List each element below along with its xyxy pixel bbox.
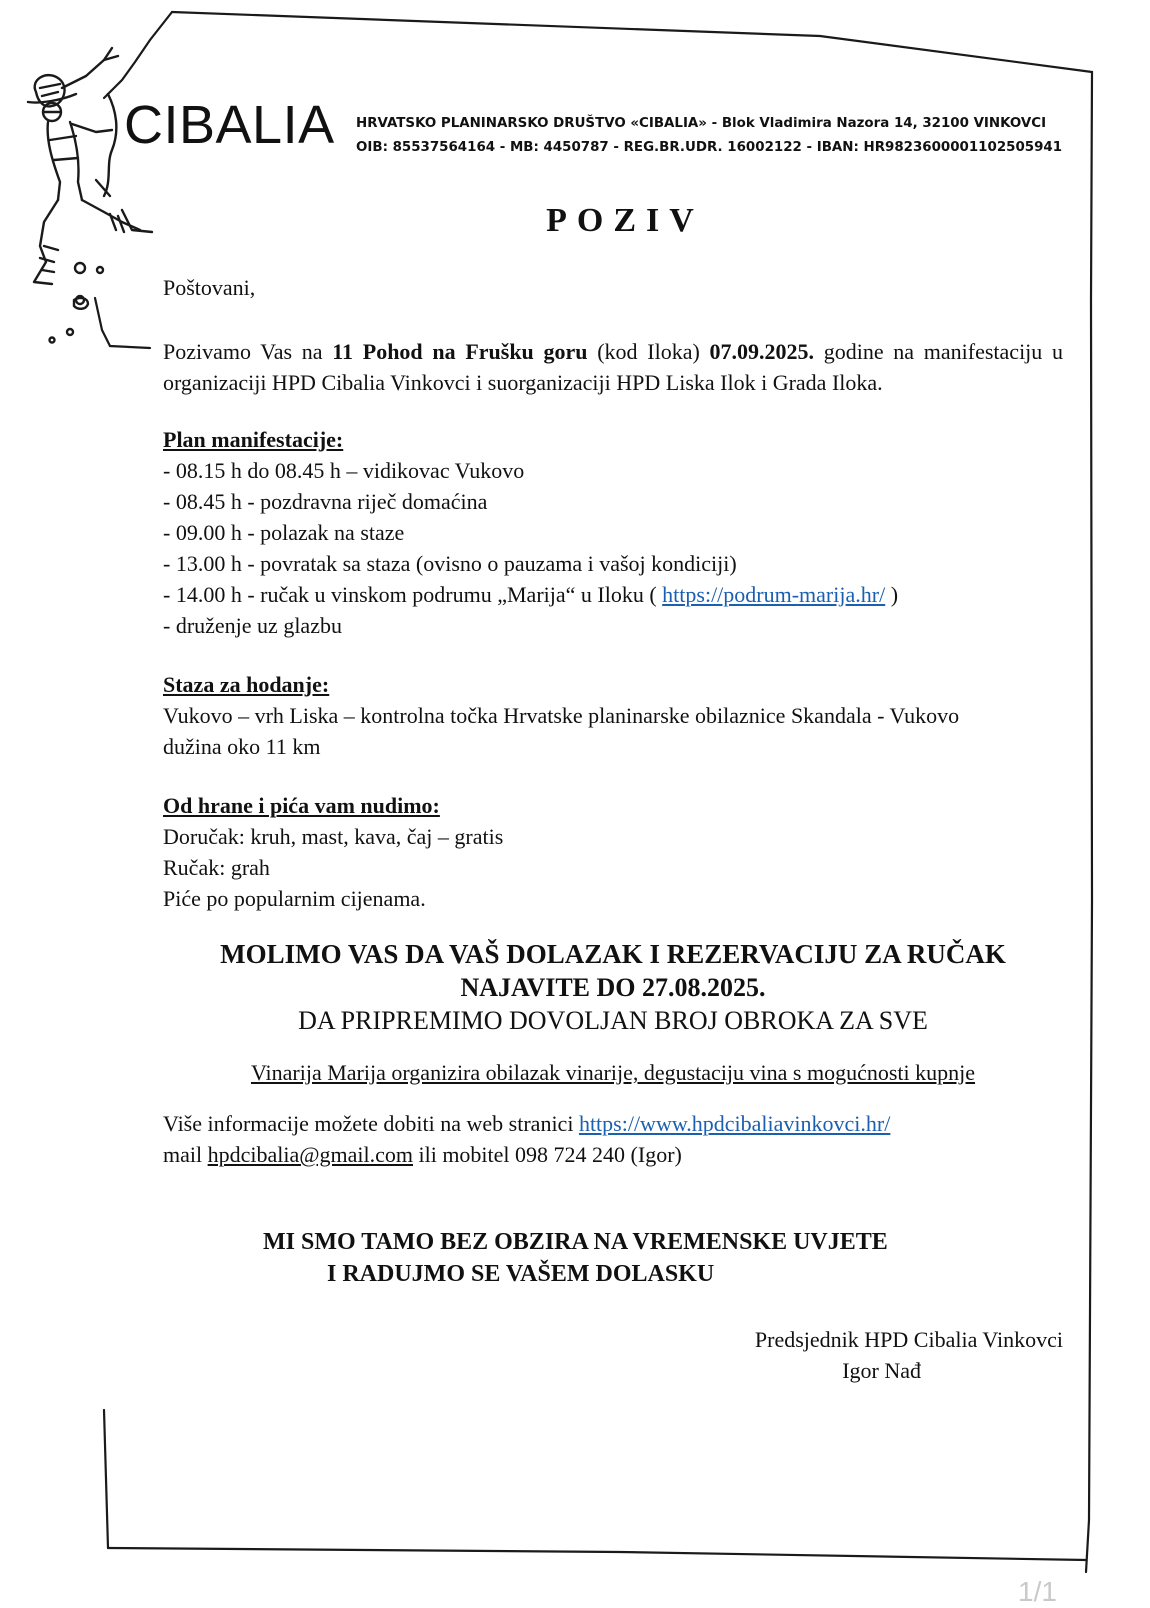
notice-line: NAJAVITE DO 27.08.2025. [460,973,766,1002]
climber-illustration [28,48,152,343]
header-address: HRVATSKO PLANINARSKO DRUŠTVO «CIBALIA» - Blok Vladimira Nazora 14, 32100 VINKOVCI [356,116,1047,131]
food-item: Ručak: grah [163,855,270,880]
intro-text: godine na manifestaciju u organizaciji HPD Cibalia Vinkovci i suorganizaciji HPD Liska Ilok i Grada Iloka. [163,339,1064,395]
header-registration: OIB: 85537564164 - MB: 4450787 - REG.BR.UDR. 16002122 - IBAN: HR9823600001102505941 [356,140,1063,155]
page-indicator: 1/1 [1018,1576,1057,1607]
event-name: 11 Pohod na Frušku goru [332,339,588,364]
intro-text: Pozivamo Vas na [163,339,333,364]
email-link[interactable]: hpdcibalia@gmail.com [207,1142,413,1167]
contact-text: ili mobitel 098 724 240 (Igor) [412,1142,682,1167]
event-date: 07.09.2025. [709,339,815,364]
plan-item-text: ) [885,582,899,607]
notice-line: DA PRIPREMIMO DOVOLJAN BROJ OBROKA ZA SVE [298,1006,928,1035]
contact-text: mail [163,1142,208,1167]
intro-text: (kod Iloka) [587,339,710,364]
plan-item: - 08.15 h do 08.45 h – vidikovac Vukovo [163,458,525,483]
letter-body [163,272,1063,1386]
plan-item [163,579,1063,610]
plan-heading: Plan manifestacije: [163,427,344,452]
food-item: Doručak: kruh, mast, kava, čaj – gratis [163,824,504,849]
document-title: POZIV [546,202,704,239]
intro-paragraph [163,336,1063,398]
plan-item: - 08.45 h - pozdravna riječ domaćina [163,489,488,514]
plan-item: - 13.00 h - povratak sa staza (ovisno o pauzama i vašoj kondiciji) [163,551,737,576]
food-item: Piće po popularnim cijenama. [163,886,426,911]
food-heading: Od hrane i pića vam nudimo: [163,793,440,818]
route-length: dužina oko 11 km [163,734,321,759]
notice-line: MOLIMO VAS DA VAŠ DOLAZAK I REZERVACIJU ZA RUČAK [220,939,1006,969]
contact-text: Više informacije možete dobiti na web stranici [163,1111,579,1136]
signature-block [163,1324,1063,1386]
closing-line: MI SMO TAMO BEZ OBZIRA NA VREMENSKE UVJETE [263,1229,888,1255]
closing-line: I RADUJMO SE VAŠEM DOLASKU [327,1261,715,1287]
logo-wordmark: CIBALIA [124,95,335,155]
plan-item: - 09.00 h - polazak na staze [163,520,405,545]
greeting: Poštovani, [163,275,256,300]
signature-role: Predsjednik HPD Cibalia Vinkovci [754,1327,1063,1352]
website-link[interactable]: https://www.hpdcibaliavinkovci.hr/ [578,1111,891,1136]
plan-item-text: - 14.00 h - ručak u vinskom podrumu „Marija“ u Iloku ( [163,582,663,607]
winery-note: Vinarija Marija organizira obilazak vinarije, degustaciju vina s mogućnosti kupnje [250,1060,976,1085]
route-heading: Staza za hodanje: [163,672,330,697]
plan-item: - druženje uz glazbu [163,613,342,638]
closing-statement [163,1226,1063,1290]
route-description: Vukovo – vrh Liska – kontrolna točka Hrvatske planinarske obilaznice Skandala - Vukovo [163,703,960,728]
winery-link[interactable]: https://podrum-marija.hr/ [662,582,886,607]
contact-info [163,1108,1063,1170]
signature-name: Igor Nađ [842,1358,921,1383]
